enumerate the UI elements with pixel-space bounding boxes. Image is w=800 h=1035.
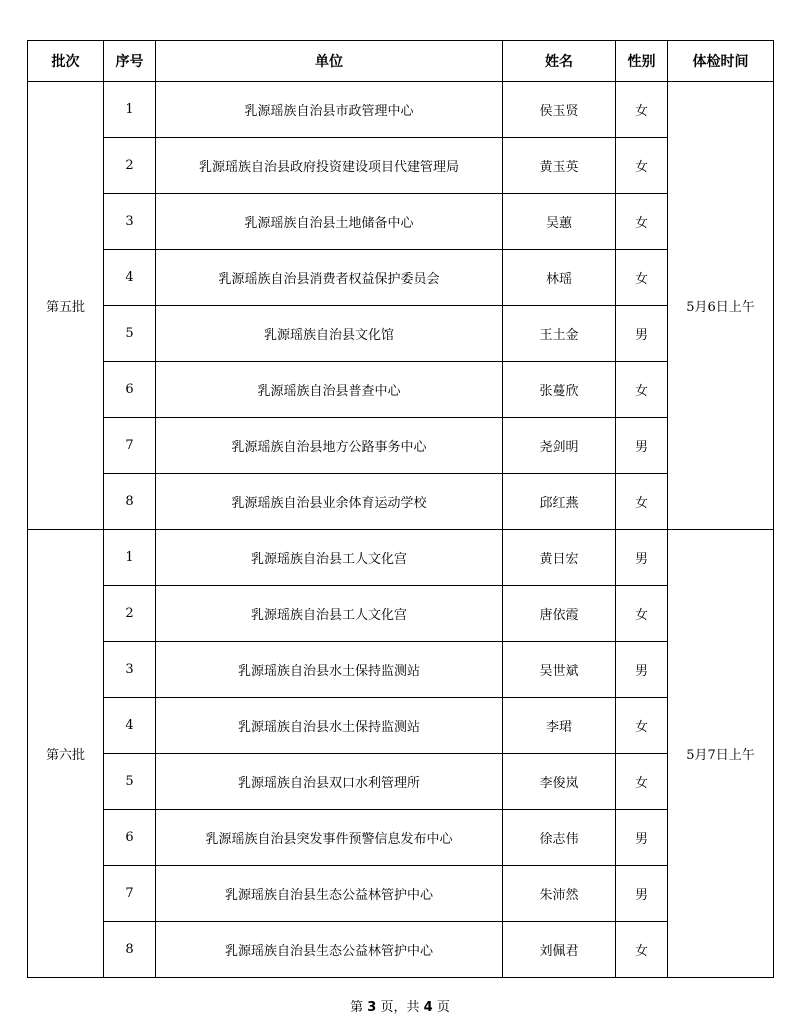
page-footer [0, 996, 800, 1015]
gender-cell: 女 [616, 754, 668, 810]
name-cell: 尧剑明 [503, 418, 616, 474]
table-body [28, 82, 774, 978]
seq-cell: 7 [104, 866, 156, 922]
gender-cell: 女 [616, 922, 668, 978]
unit-cell: 乳源瑶族自治县水土保持监测站 [156, 698, 503, 754]
table-row [28, 138, 774, 194]
header-time: 体检时间 [668, 41, 774, 82]
footer-middle: 页，共 [380, 1000, 420, 1015]
name-cell: 李珺 [503, 698, 616, 754]
unit-cell: 乳源瑶族自治县工人文化宫 [156, 530, 503, 586]
seq-cell: 1 [104, 82, 156, 138]
header-batch: 批次 [28, 41, 104, 82]
table-row [28, 306, 774, 362]
name-cell: 刘佩君 [503, 922, 616, 978]
unit-cell: 乳源瑶族自治县普查中心 [156, 362, 503, 418]
exam-time: 5月6日上午 [668, 82, 774, 530]
unit-cell: 乳源瑶族自治县业余体育运动学校 [156, 474, 503, 530]
gender-cell: 男 [616, 866, 668, 922]
name-cell: 王土金 [503, 306, 616, 362]
gender-cell: 男 [616, 306, 668, 362]
table-row [28, 754, 774, 810]
batch-label: 第五批 [28, 82, 104, 530]
seq-cell: 5 [104, 754, 156, 810]
table-row [28, 474, 774, 530]
table-row [28, 194, 774, 250]
header-seq: 序号 [104, 41, 156, 82]
table-row [28, 698, 774, 754]
exam-time: 5月7日上午 [668, 530, 774, 978]
gender-cell: 男 [616, 418, 668, 474]
gender-cell: 女 [616, 250, 668, 306]
table-row [28, 810, 774, 866]
name-cell: 吴蕙 [503, 194, 616, 250]
seq-cell: 3 [104, 194, 156, 250]
unit-cell: 乳源瑶族自治县双口水利管理所 [156, 754, 503, 810]
name-cell: 唐依霞 [503, 586, 616, 642]
gender-cell: 男 [616, 530, 668, 586]
unit-cell: 乳源瑶族自治县市政管理中心 [156, 82, 503, 138]
name-cell: 黄日宏 [503, 530, 616, 586]
name-cell: 林瑶 [503, 250, 616, 306]
unit-cell: 乳源瑶族自治县生态公益林管护中心 [156, 922, 503, 978]
header-unit: 单位 [156, 41, 503, 82]
table-row [28, 418, 774, 474]
unit-cell: 乳源瑶族自治县水土保持监测站 [156, 642, 503, 698]
unit-cell: 乳源瑶族自治县生态公益林管护中心 [156, 866, 503, 922]
exam-schedule-table [27, 40, 774, 978]
seq-cell: 1 [104, 530, 156, 586]
footer-prefix: 第 [350, 1000, 364, 1015]
gender-cell: 女 [616, 362, 668, 418]
gender-cell: 女 [616, 82, 668, 138]
seq-cell: 5 [104, 306, 156, 362]
table-row [28, 530, 774, 586]
seq-cell: 2 [104, 138, 156, 194]
footer-total-pages: 4 [423, 1000, 433, 1015]
seq-cell: 8 [104, 474, 156, 530]
unit-cell: 乳源瑶族自治县土地储备中心 [156, 194, 503, 250]
seq-cell: 3 [104, 642, 156, 698]
unit-cell: 乳源瑶族自治县地方公路事务中心 [156, 418, 503, 474]
unit-cell: 乳源瑶族自治县文化馆 [156, 306, 503, 362]
gender-cell: 女 [616, 698, 668, 754]
table-row [28, 866, 774, 922]
table-row [28, 586, 774, 642]
table-row [28, 362, 774, 418]
seq-cell: 2 [104, 586, 156, 642]
name-cell: 吴世斌 [503, 642, 616, 698]
batch-label: 第六批 [28, 530, 104, 978]
table-row [28, 922, 774, 978]
name-cell: 张蔓欣 [503, 362, 616, 418]
header-gender: 性别 [616, 41, 668, 82]
name-cell: 黄玉英 [503, 138, 616, 194]
name-cell: 徐志伟 [503, 810, 616, 866]
header-row [28, 41, 774, 82]
seq-cell: 6 [104, 362, 156, 418]
table-row [28, 642, 774, 698]
gender-cell: 女 [616, 138, 668, 194]
unit-cell: 乳源瑶族自治县工人文化宫 [156, 586, 503, 642]
name-cell: 侯玉贤 [503, 82, 616, 138]
unit-cell: 乳源瑶族自治县消费者权益保护委员会 [156, 250, 503, 306]
footer-suffix: 页 [436, 1000, 450, 1015]
gender-cell: 女 [616, 194, 668, 250]
gender-cell: 女 [616, 474, 668, 530]
name-cell: 邱红燕 [503, 474, 616, 530]
unit-cell: 乳源瑶族自治县突发事件预警信息发布中心 [156, 810, 503, 866]
name-cell: 朱沛然 [503, 866, 616, 922]
unit-cell: 乳源瑶族自治县政府投资建设项目代建管理局 [156, 138, 503, 194]
table-row [28, 250, 774, 306]
gender-cell: 男 [616, 642, 668, 698]
name-cell: 李俊岚 [503, 754, 616, 810]
seq-cell: 7 [104, 418, 156, 474]
table-row [28, 82, 774, 138]
gender-cell: 女 [616, 586, 668, 642]
seq-cell: 8 [104, 922, 156, 978]
seq-cell: 4 [104, 250, 156, 306]
gender-cell: 男 [616, 810, 668, 866]
footer-page-number: 3 [367, 1000, 377, 1015]
header-name: 姓名 [503, 41, 616, 82]
seq-cell: 4 [104, 698, 156, 754]
seq-cell: 6 [104, 810, 156, 866]
